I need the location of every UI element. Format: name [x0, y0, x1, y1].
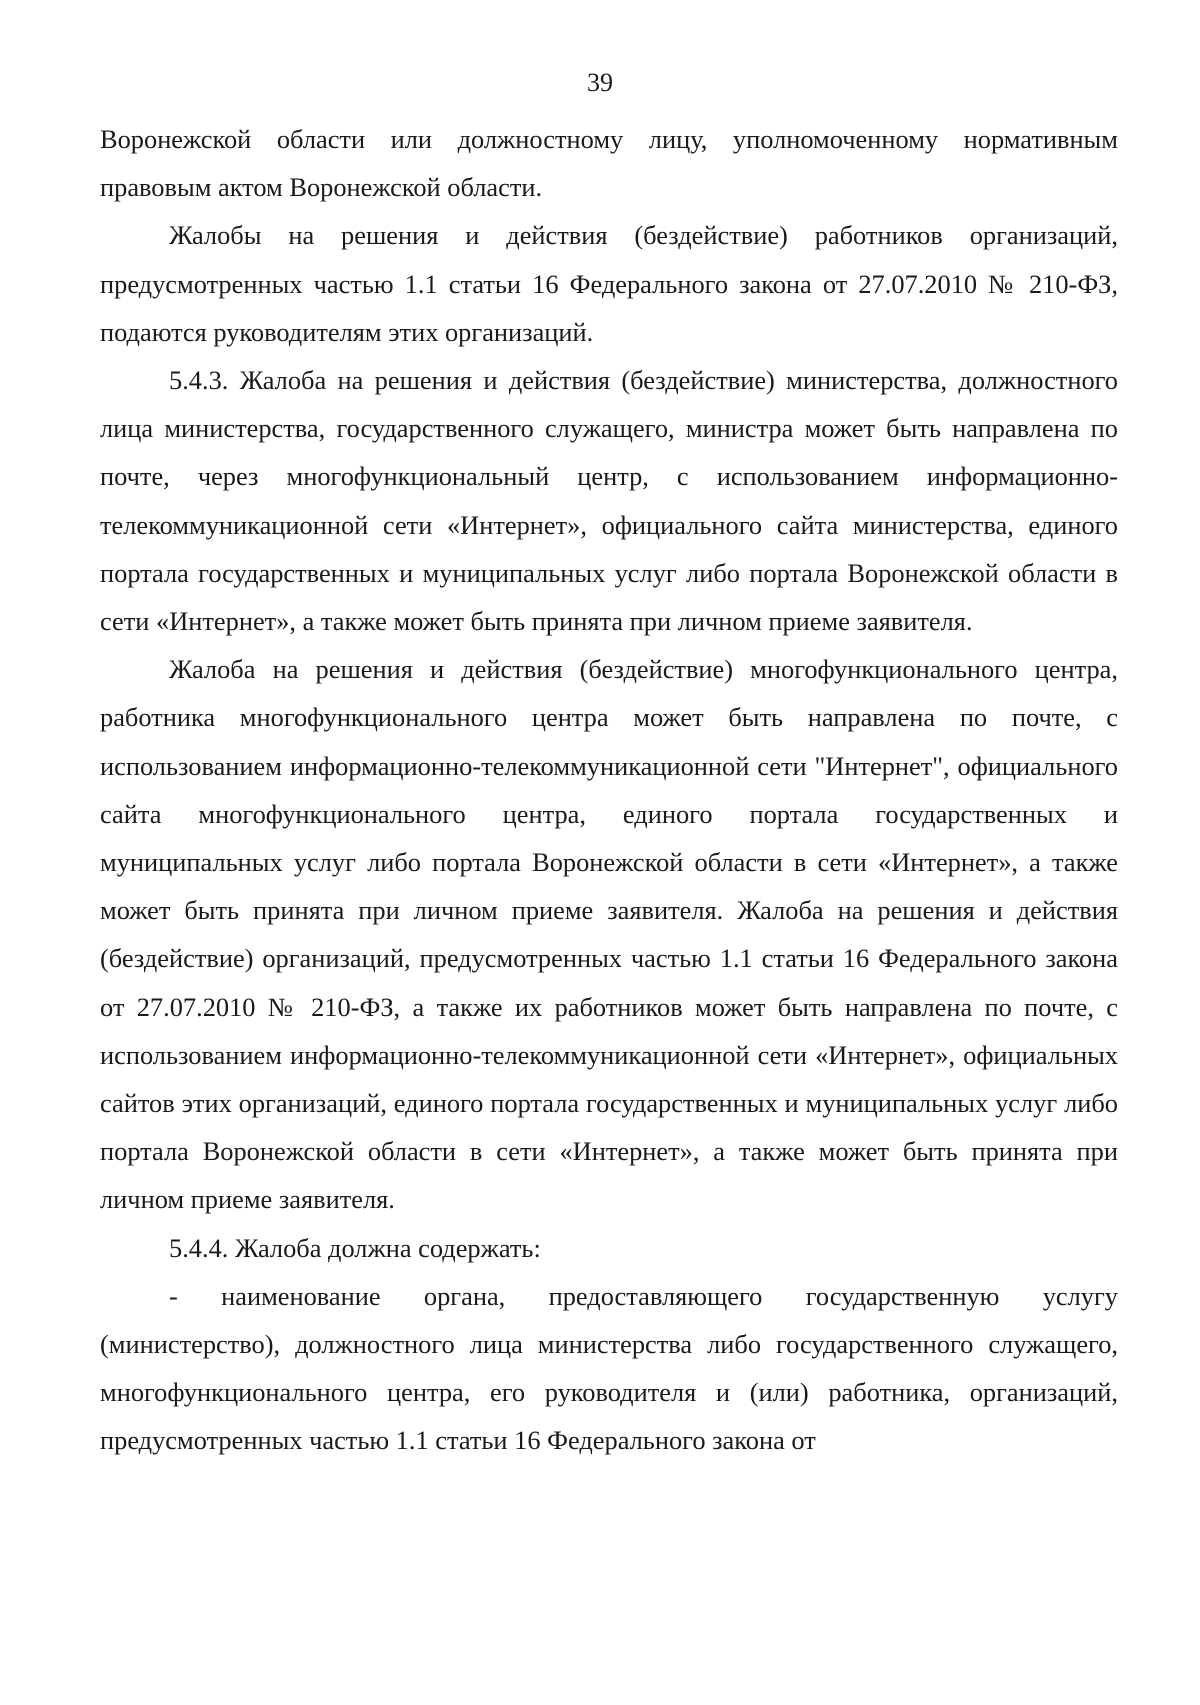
list-item-authority-name: - наименование органа, предоставляющего государственную услугу (министерство), должностного лица министерства либо государственного служащего, многофункционального центра, его руководителя и (или) работника, организаций, предусмотренных частью 1.1 статьи 16 Федерального закона от [100, 1280, 1118, 1456]
paragraph-complaint-mfc: Жалоба на решения и действия (бездействие) многофункционального центра, работника многофункционального центра может быть направлена по почте, с использованием информационно-телекоммуникационной сети "Интернет", официального сайта многофункционального центра, единого портала государственных и муниципальных услуг либо портала Воронежской области в сети «Интернет», а также может быть принята при личном приеме заявителя. Жалоба на решения и действия (бездействие) организаций, предусмотренных частью 1.1 статьи 16 Федерального закона от 27.07.2010 № 210-ФЗ, а также их работников может быть направлена по почте, с использованием информационно-телекоммуникационной сети «Интернет», официальных сайтов этих организаций, единого портала государственных и муниципальных услуг либо портала Воронежской области в сети «Интернет», а также может быть принята при личном приеме заявителя. [100, 654, 1118, 1215]
document-body [100, 115, 1118, 1465]
paragraph-5-4-4: 5.4.4. Жалоба должна содержать: [169, 1232, 541, 1263]
paragraph-complaints-organizations: Жалобы на решения и действия (бездействие) работников организаций, предусмотренных частью 1.1 статьи 16 Федерального закона от 27.07.2010 № 210-ФЗ, подаются руководителям этих организаций. [100, 220, 1118, 347]
paragraph-5-4-3: 5.4.3. Жалоба на решения и действия (бездействие) министерства, должностного лица министерства, государственного служащего, министра может быть направлена по почте, через многофункциональный центр, с использованием информационно-телекоммуникационной сети «Интернет», официального сайта министерства, единого портала государственных и муниципальных услуг либо портала Воронежской области в сети «Интернет», а также может быть принята при личном приеме заявителя. [100, 365, 1118, 637]
paragraph-continuation: Воронежской области или должностному лицу, уполномоченному нормативным правовым актом Воронежской области. [100, 124, 1118, 203]
page-number: 39 [587, 68, 613, 97]
